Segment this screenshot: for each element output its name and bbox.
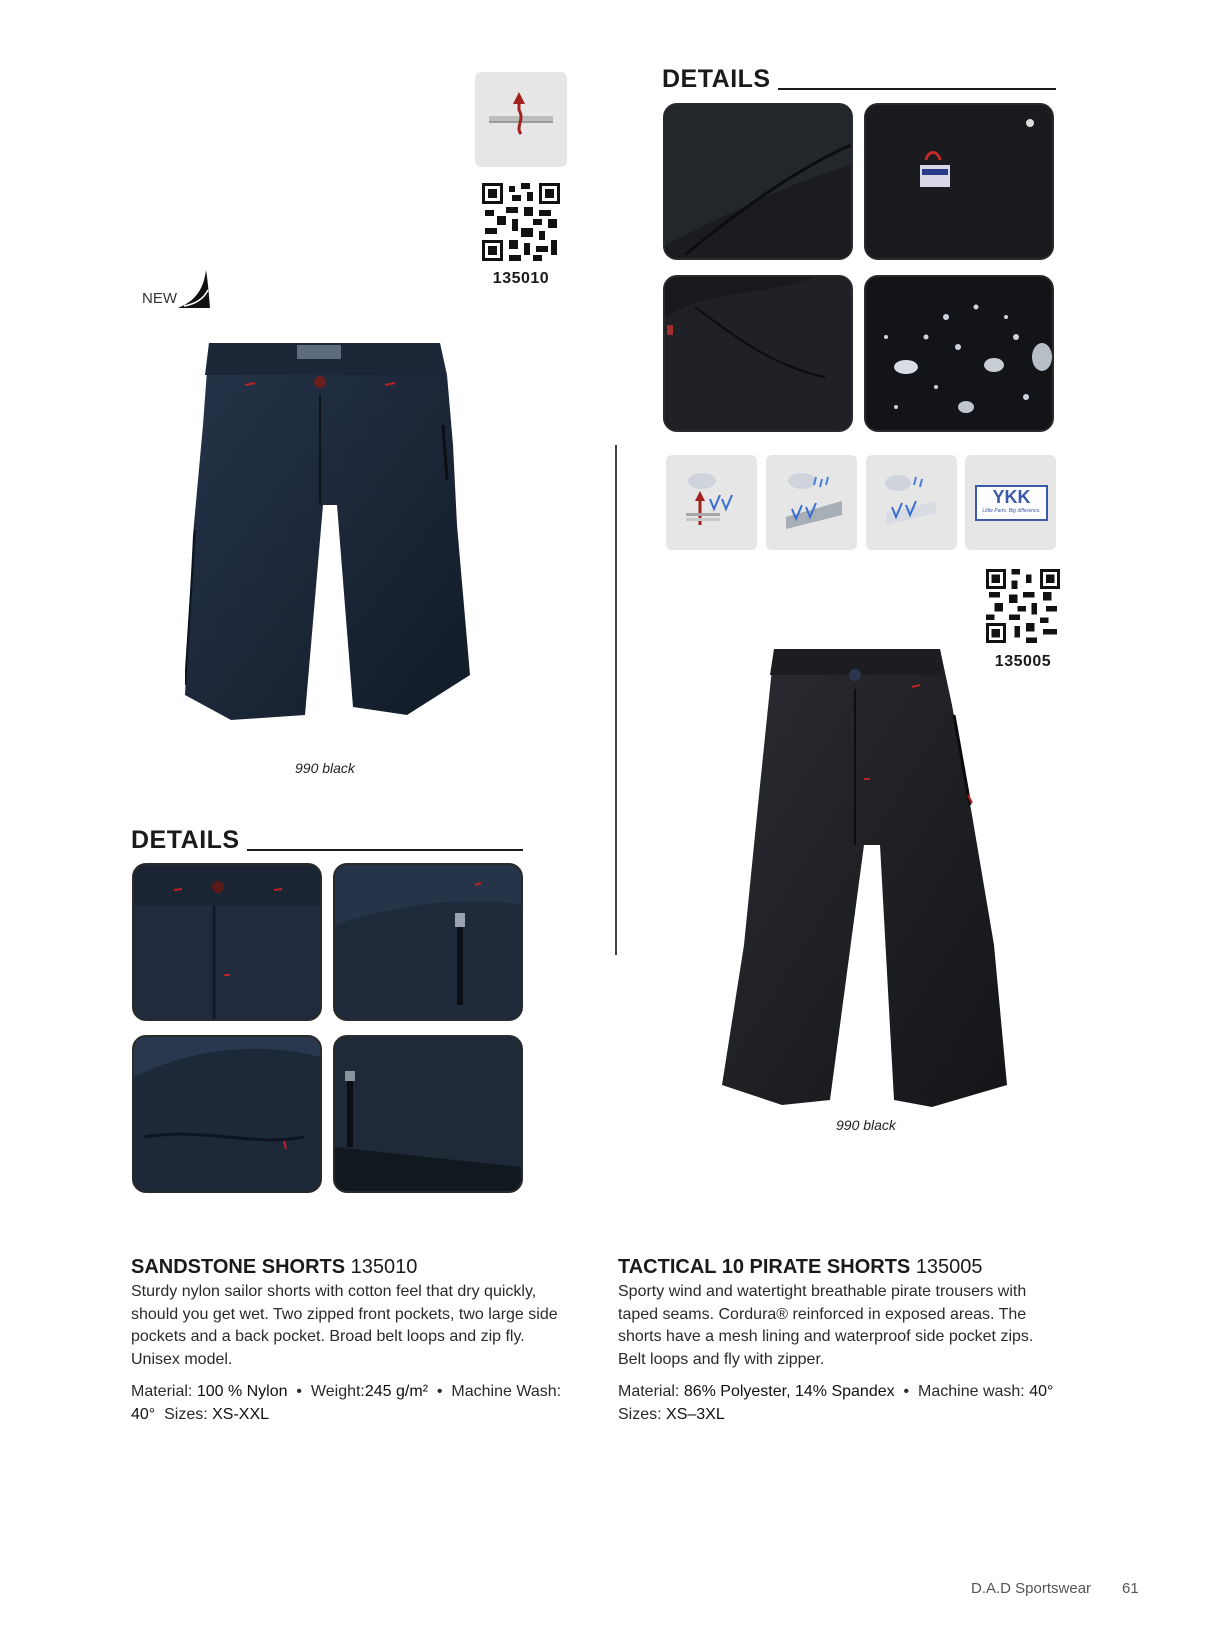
ykk-tagline: Little Parts. Big difference. — [982, 508, 1041, 514]
product-pirate — [618, 1256, 1063, 1426]
ykk-zipper-logo — [965, 455, 1056, 550]
left-details-rule — [247, 849, 523, 851]
left-details-heading: DETAILS — [131, 826, 240, 854]
sizes-value: XS-XXL — [212, 1405, 270, 1423]
detail-photo-fly — [132, 863, 322, 1021]
product-sandstone — [131, 1256, 566, 1426]
pirate-caption: 990 black — [836, 1117, 896, 1133]
qr-code-label: 135010 — [492, 270, 550, 287]
new-badge-label: NEW — [142, 290, 177, 307]
breathable-layers-icon — [666, 455, 757, 550]
detail-photo-waist — [663, 103, 853, 260]
product-description: Sturdy nylon sailor shorts with cotton feel that dry quickly, should you get wet. Two zipped front pockets, two large side pockets and a back pocket. Broad belt loops and zip fly. Unisex model. — [131, 1283, 558, 1368]
qr-code-label-right: 135005 — [994, 653, 1052, 670]
weight-label: Weight: — [310, 1383, 365, 1400]
right-details-heading: DETAILS — [662, 65, 771, 93]
pirate-shorts-image — [722, 645, 1012, 1110]
product-name: SANDSTONE SHORTS — [131, 1256, 346, 1278]
sandstone-shorts-image — [185, 335, 470, 725]
windproof-icon — [866, 455, 957, 550]
waterproof-icon — [766, 455, 857, 550]
product-code: 135010 — [350, 1256, 418, 1278]
product-title — [131, 1256, 566, 1279]
right-details-rule — [778, 88, 1056, 90]
wash-label: Machine Wash: — [451, 1383, 562, 1400]
sail-icon — [176, 268, 212, 310]
product-name: TACTICAL 10 PIRATE SHORTS — [618, 1256, 911, 1278]
ykk-logo-frame — [975, 485, 1048, 521]
weight-value: 245 g/m² — [364, 1383, 429, 1400]
detail-photo-zip-pocket — [333, 863, 523, 1021]
product-description: Sporty wind and watertight breathable pirate trousers with taped seams. Cordura® reinforced in exposed areas. The shorts have a mesh lining and waterproof side pocket zips. Belt loops and fly with zipper. — [618, 1283, 1034, 1368]
ykk-logo-text: YKK — [992, 487, 1031, 507]
sandstone-caption: 990 black — [295, 760, 355, 776]
material-label: Material: — [131, 1383, 193, 1400]
wash-value: 40° — [1029, 1383, 1054, 1400]
material-value: 86% Polyester, 14% Spandex — [683, 1383, 895, 1400]
sizes-label: Sizes: — [164, 1405, 208, 1423]
page-number: 61 — [1122, 1580, 1139, 1597]
wash-label: Machine wash: — [918, 1383, 1025, 1400]
detail-photo-side-pocket — [132, 1035, 322, 1193]
detail-photo-water-drops — [864, 275, 1054, 432]
sizes-label: Sizes: — [618, 1405, 662, 1423]
detail-photo-knee — [663, 275, 853, 432]
material-value: 100 % Nylon — [196, 1383, 288, 1400]
detail-photo-label-tag — [864, 103, 1054, 260]
detail-photo-zip-mesh — [333, 1035, 523, 1193]
product-specs: Material: 86% Polyester, 14% Spandex • Machine wash: 40° Sizes: XS–3XL — [618, 1383, 1054, 1423]
qr-code-135010[interactable] — [482, 183, 560, 261]
footer-brand: D.A.D Sportswear — [971, 1580, 1092, 1597]
material-label: Material: — [618, 1383, 680, 1400]
breathable-feature-icon — [475, 72, 567, 167]
qr-code-135005[interactable] — [986, 569, 1060, 643]
product-title — [618, 1256, 1063, 1279]
sizes-value: XS–3XL — [666, 1405, 725, 1423]
product-code: 135005 — [915, 1256, 983, 1278]
product-specs: Material: 100 % Nylon • Weight:245 g/m² • Machine Wash: 40° Sizes: XS-XXL — [131, 1383, 562, 1423]
column-divider — [615, 445, 617, 955]
wash-value: 40° — [131, 1405, 156, 1423]
